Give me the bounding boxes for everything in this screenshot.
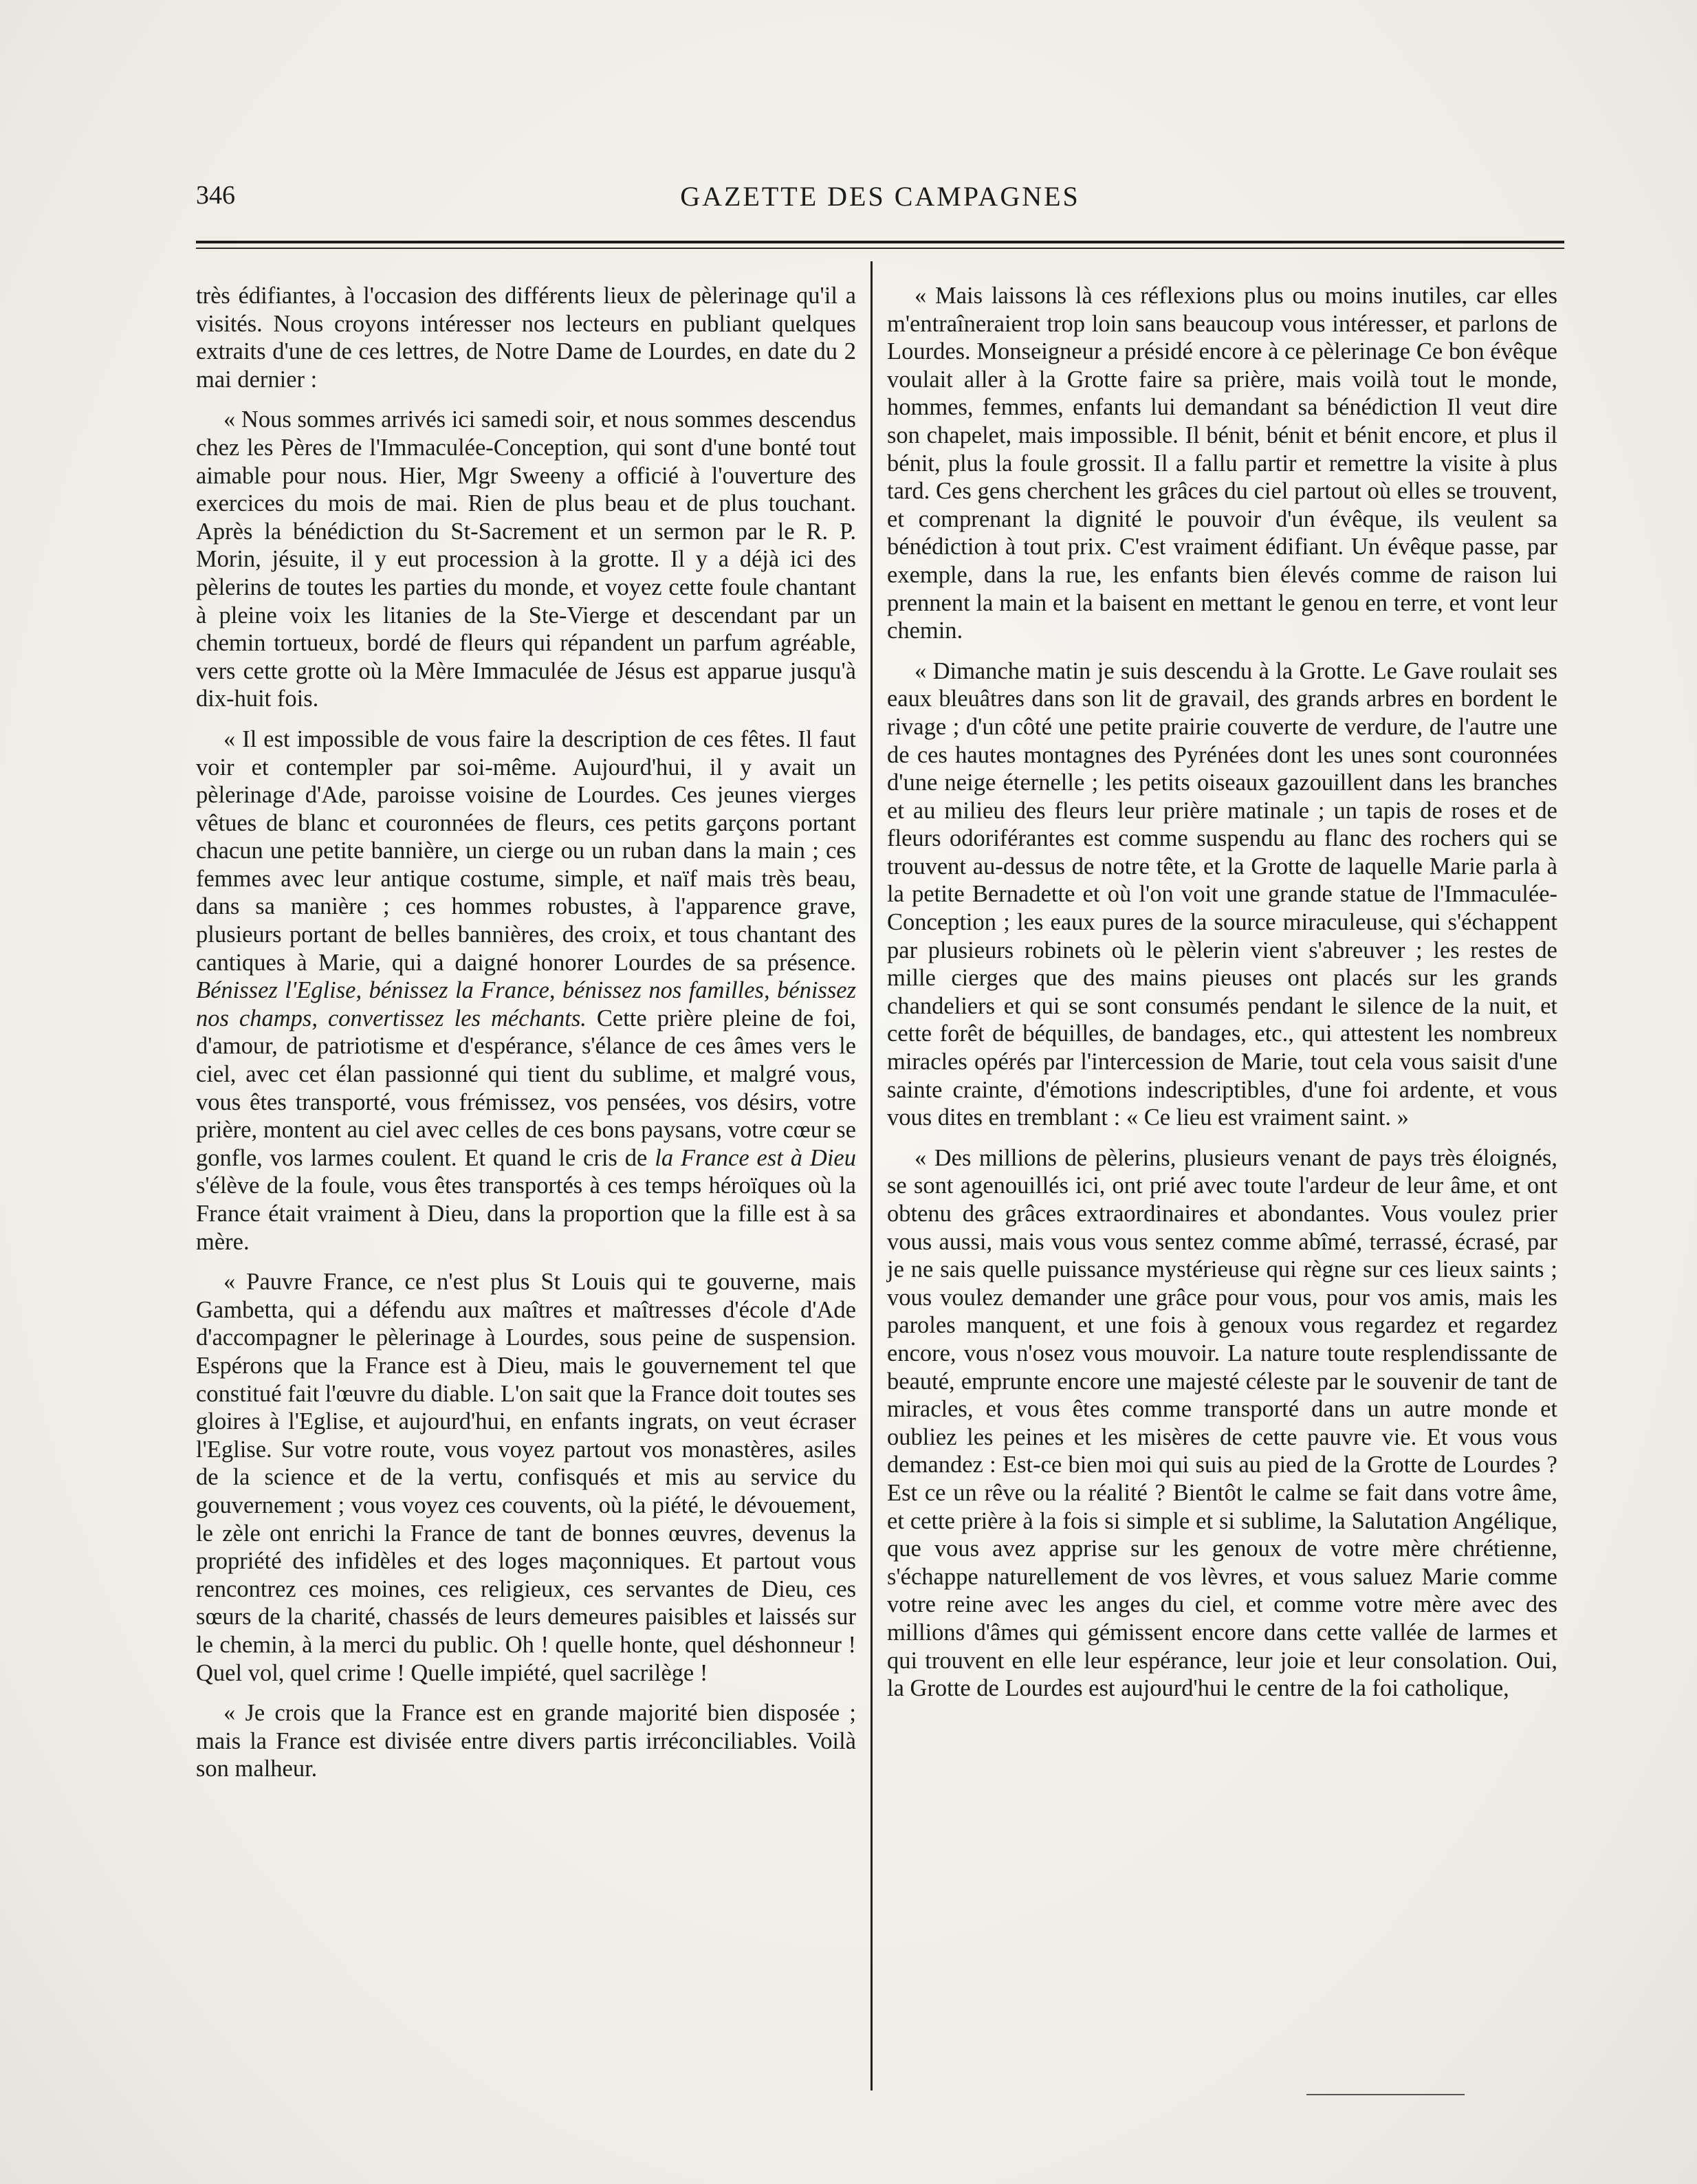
article-paragraph: « Des millions de pèlerins, plusieurs venant de pays très éloignés, se sont agenouillés ici, ont prié avec toute l'ardeur de leur âme, et ont obtenu des grâces extraordinaires et abondantes. Vous voulez prier vous aussi, mais vous vous sentez comme abîmé, terrassé, écrasé, par je ne sais quelle puissance mystérieuse qui règne sur ces lieux saints ; vous voulez demander une grâce pour vous, pour vos amis, mais les paroles manquent, et une fois à genoux vous regardez et regardez encore, vous n'osez vous mouvoir. La nature toute resplendissante de beauté, emprunte encore une majesté céleste par le souvenir de tant de miracles, et vous êtes comme transporté dans un autre monde et oubliez les peines et les misères de cette pauvre vie. Et vous vous demandez : Est-ce bien moi qui suis au pied de la Grotte de Lourdes ? Est ce un rêve ou la réalité ? Bientôt le calme se fait dans votre âme, et cette prière à la fois si simple et si sublime, la Salutation Angélique, que vous avez apprise sur les genoux de votre mère chrétienne, s'échappe naturellement de vos lèvres, et vous saluez Marie comme votre reine avec les anges du ciel, et comme votre mère avec des millions d'âmes qui gémissent encore dans cette vallée de larmes et qui trouvent en elle leur espérance, leur joie et leur consolation. Oui, la Grotte de Lourdes est aujourd'hui le centre de la foi catholique, [887,1144,1557,1702]
journal-title: GAZETTE DES CAMPAGNES [680,181,1080,212]
article-paragraph: « Dimanche matin je suis descendu à la Grotte. Le Gave roulait ses eaux bleuâtres dans son lit de gravail, des grands arbres en bordent le rivage ; d'un côté une petite prairie couverte de verdure, de l'autre une de ces hautes montagnes des Pyrénées dont les unes sont couronnées d'une neige éternelle ; les petits oiseaux gazouillent dans les branches et au milieu des fleurs leur prière matinale ; un tapis de roses et de fleurs odoriférantes est comme suspendu au flanc des rochers qui se trouvent au-dessus de notre tête, et la Grotte de laquelle Marie parla à la petite Bernadette et où l'on voit une grande statue de l'Immaculée-Conception ; les eaux pures de la source miraculeuse, qui s'échappent par plusieurs robinets où le pèlerin vient s'abreuver ; les restes de mille cierges que des mains pieuses ont placés sur les grands chandeliers et qui se sont consumés pendant le silence de la nuit, et cette forêt de béquilles, de bandages, etc., qui attestent les nombreux miracles opérés par l'intercession de Marie, tout cela vous saisit d'une sainte crainte, d'émotions indescriptibles, d'une foi ardente, et vous vous dites en tremblant : « Ce lieu est vraiment saint. » [887,657,1557,1131]
header-rule-thin [196,248,1564,249]
article-paragraph: « Pauvre France, ce n'est plus St Louis qui te gouverne, mais Gambetta, qui a défendu aux maîtres et maîtresses d'école d'Ade d'accompagner le pèlerinage à Lourdes, sous peine de suspension. Espérons que la France est à Dieu, mais le gouvernement tel que constitué fait l'œuvre du diable. L'on sait que la France doit toutes ses gloires à l'Eglise, et aujourd'hui, en enfants ingrats, on veut écraser l'Eglise. Sur votre route, vous voyez partout vos monastères, asiles de la science et de la vertu, confisqués et mis au service du gouvernement ; vous voyez ces couvents, où la piété, le dévouement, le zèle ont enrichi la France de tant de bonnes œuvres, devenus la propriété des infidèles et des loges maçonniques. Et partout vous rencontrez ces moines, ces religieux, ces servantes de Dieu, ces sœurs de la charité, chassés de leurs demeures paisibles et laissés sur le chemin, à la merci du public. Oh ! quelle honte, quel déshonneur ! Quel vol, quel crime ! Quelle impiété, quel sacrilège ! [196,1269,856,1686]
article-paragraph: « Mais laissons là ces réflexions plus ou moins inutiles, car elles m'entraîneraient trop loin sans beaucoup vous intéresser, et parlons de Lourdes. Monseigneur a présidé encore à ce pèlerinage Ce bon évêque voulait aller à la Grotte faire sa prière, mais voilà tout le monde, hommes, femmes, enfants lui demandant sa bénédiction Il veut dire son chapelet, mais impossible. Il bénit, bénit et bénit encore, et plus il bénit, plus la foule grossit. Il a fallu partir et remettre la visite à plus tard. Ces gens cherchent les grâces du ciel partout où elles se trouvent, et comprenant la dignité le pouvoir d'un évêque, ils veulent sa bénédiction à tout prix. C'est vraiment édifiant. Un évêque passe, par exemple, dans la rue, les enfants bien élevés comme de raison lui prennent la main et la baisent en mettant le genou en terre, et vont leur chemin. [887,283,1557,644]
paragraph-text: Cette prière pleine de foi, d'amour, de patriotisme et d'espérance, s'élance de ces âmes vers le ciel, avec cet élan passionné qui tient du sublime, et malgré vous, vous êtes transporté, vous frémissez, vos pensées, vos désirs, votre prière, montent au ciel avec celles de ces bons paysans, votre cœur se gonfle, vos larmes coulent. Et quand le cris de [196,1005,856,1171]
paragraph-text: « Il est impossible de vous faire la description de ces fêtes. Il faut voir et contempler par soi-même. Aujourd'hui, il y avait un pèlerinage d'Ade, paroisse voisine de Lourdes. Ces jeunes vierges vêtues de blanc et couronnées de fleurs, ces petits garçons portant chacun une petite bannière, un cierge ou un ruban dans la main ; ces femmes avec leur antique costume, simple, et naïf mais très beau, dans sa manière ; ces hommes robustes, à l'apparence grave, plusieurs portant de belles bannières, des croix, et tous chantant des cantiques à Marie, qui a daigné honorer Lourdes de sa présence. [196,725,856,976]
article-paragraph [196,725,856,1256]
article-paragraph: très édifiantes, à l'occasion des différents lieux de pèlerinage qu'il a visités. Nous croyons intéresser nos lecteurs en publiant quelques extraits d'une de ces lettres, de Notre Dame de Lourdes, en date du 2 mai dernier : [196,283,856,393]
page-number: 346 [196,181,235,210]
left-column [196,282,856,1795]
paragraph-text: s'élève de la foule, vous êtes transportés à ces temps héroïques où la France était vraiment à Dieu, dans la proportion que la fille est à sa mère. [196,1172,856,1255]
page-header [196,180,1564,221]
article-paragraph: « Je crois que la France est en grande majorité bien disposée ; mais la France est divisée entre divers partis irréconciliables. Voilà son malheur. [196,1700,856,1782]
right-column [887,282,1557,1715]
column-divider [871,261,873,2090]
column-end-rule [1306,2094,1465,2095]
header-rule [196,241,1564,243]
article-paragraph: « Nous sommes arrivés ici samedi soir, et nous sommes descendus chez les Pères de l'Immaculée-Conception, qui sont d'une bonté tout aimable pour nous. Hier, Mgr Sweeny a officié à l'ouverture des exercices du mois de mai. Rien de plus beau et de plus touchant. Après la bénédiction du St-Sacrement et un sermon par le R. P. Morin, jésuite, il y eut procession à la grotte. Il y a déjà ici des pèlerins de toutes les parties du monde, et voyez cette foule chantant à pleine voix les litanies de la Ste-Vierge et descendant par un chemin tortueux, bordé de fleurs qui répandent un parfum agréable, vers cette grotte où la Mère Immaculée de Jésus est apparue jusqu'à dix-huit fois. [196,406,856,712]
italic-prayer-text: Bénissez l'Eglise, bénissez la France, bénissez nos familles, bénissez nos champs, convertissez les méchants. [196,977,856,1031]
italic-phrase: la France est à Dieu [655,1144,856,1171]
